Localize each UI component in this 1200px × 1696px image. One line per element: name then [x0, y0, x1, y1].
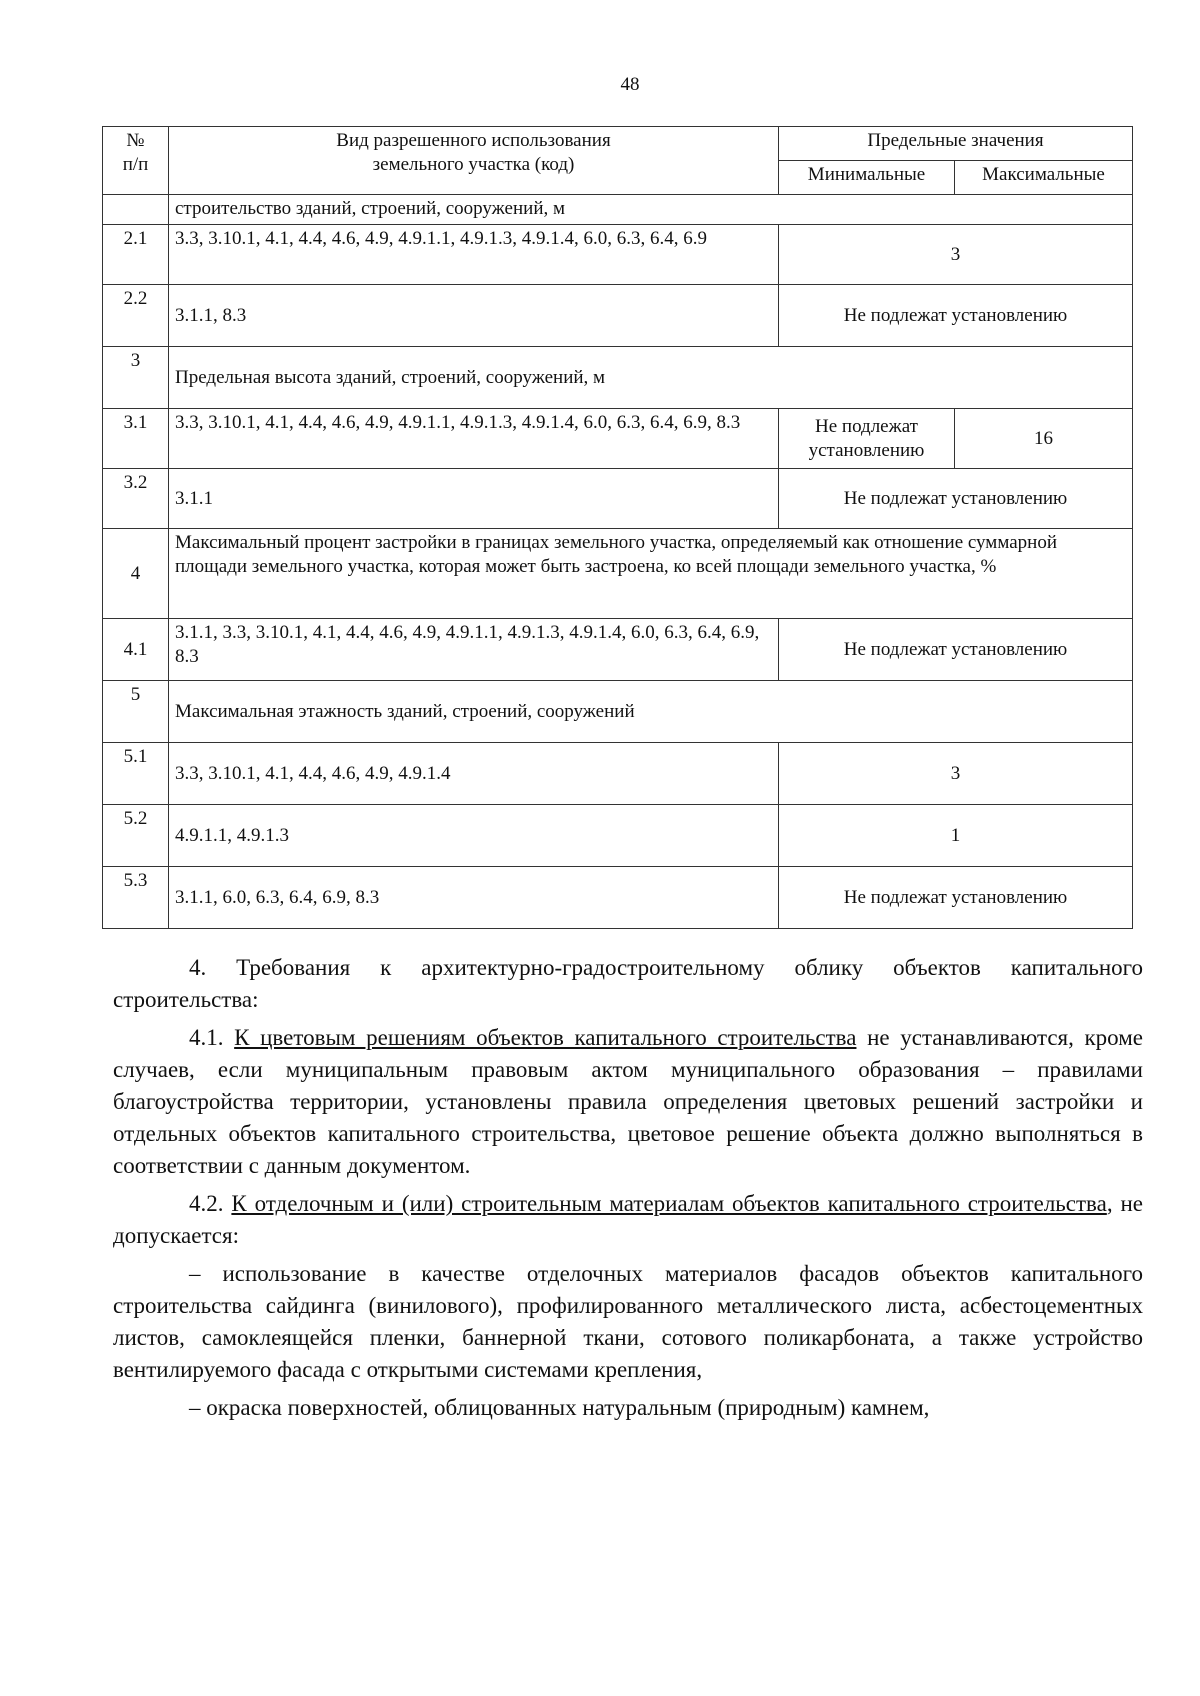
row-title: Предельная высота зданий, строений, сооружений, м — [169, 347, 1133, 409]
row-codes: 3.1.1, 8.3 — [169, 285, 779, 347]
row-min: Не подлежат установлению — [779, 409, 955, 469]
paragraph-4-2-heading: К отделочным и (или) строительным материалам объектов капитального строительства — [231, 1191, 1107, 1216]
parameters-table — [102, 126, 1133, 929]
table-row — [103, 805, 1133, 867]
paragraph-4-1 — [113, 1022, 1143, 1182]
row-codes: 3.3, 3.10.1, 4.1, 4.4, 4.6, 4.9, 4.9.1.1, 4.9.1.3, 4.9.1.4, 6.0, 6.3, 6.4, 6.9 — [169, 225, 779, 285]
header-min: Минимальные — [779, 161, 955, 195]
table-row — [103, 619, 1133, 681]
row-value: Не подлежат установлению — [779, 619, 1133, 681]
row-num: 3 — [103, 347, 169, 409]
table-row — [103, 225, 1133, 285]
row-codes: 4.9.1.1, 4.9.1.3 — [169, 805, 779, 867]
table-row — [103, 409, 1133, 469]
row-value: Не подлежат установлению — [779, 285, 1133, 347]
row-codes: 3.3, 3.10.1, 4.1, 4.4, 4.6, 4.9, 4.9.1.4 — [169, 743, 779, 805]
row-title: Максимальный процент застройки в границах земельного участка, определяемый как отношение суммарной площади земельного участка, которая может быть застроена, ко всей площади земельного участка, % — [169, 529, 1133, 619]
header-num: № п/п — [103, 127, 169, 195]
row-codes: 3.1.1, 6.0, 6.3, 6.4, 6.9, 8.3 — [169, 867, 779, 929]
page-number: 48 — [620, 74, 640, 95]
row-value: Не подлежат установлению — [779, 867, 1133, 929]
row-value: 3 — [779, 743, 1133, 805]
row-max: 16 — [955, 409, 1133, 469]
paragraph-4-2-body: , не допускается: — [113, 1191, 1143, 1248]
paragraph-4-2-number: 4.2. — [189, 1191, 224, 1216]
bullet-item: – использование в качестве отделочных материалов фасадов объектов капитального строительства сайдинга (винилового), профилированного металлического листа, асбестоцементных листов, самоклеящейся пленки, баннерной ткани, сотового поликарбоната, а также устройство вентилируемого фасада с открытыми системами крепления, — [113, 1261, 1143, 1382]
row-num: 3.1 — [103, 409, 169, 469]
paragraph-4-1-number: 4.1. — [189, 1025, 224, 1050]
header-limits: Предельные значения — [779, 127, 1133, 161]
row-num: 5.2 — [103, 805, 169, 867]
header-type: Вид разрешенного использования земельного участка (код) — [169, 127, 779, 195]
row-num: 5.3 — [103, 867, 169, 929]
paragraph-4-1-body: не устанавливаются, кроме случаев, если муниципальным правовым актом муниципального образования – правилами благоустройства территории, установлены правила определения цветовых решений застройки и отдельных объектов капитального строительства, цветовое решение объекта должно выполняться в соответствии с данным документом. — [113, 1025, 1144, 1178]
table-row — [103, 285, 1133, 347]
row-value: Не подлежат установлению — [779, 469, 1133, 529]
row-value: 3 — [779, 225, 1133, 285]
bullet-item: – окраска поверхностей, облицованных натуральным (природным) камнем, — [189, 1395, 930, 1420]
row-num: 4.1 — [103, 619, 169, 681]
row-num: 5.1 — [103, 743, 169, 805]
table-row — [103, 681, 1133, 743]
table-row — [103, 469, 1133, 529]
paragraph-4-1-heading: К цветовым решениям объектов капитального строительства — [234, 1025, 857, 1050]
table-row — [103, 743, 1133, 805]
row-codes: 3.1.1, 3.3, 3.10.1, 4.1, 4.4, 4.6, 4.9, 4.9.1.1, 4.9.1.3, 4.9.1.4, 6.0, 6.3, 6.4, 6.9, 8.3 — [169, 619, 779, 681]
row-codes: 3.1.1 — [169, 469, 779, 529]
paragraph-4: 4. Требования к архитектурно-градостроительному облику объектов капитального строительства: — [113, 955, 1143, 1012]
row-num: 4 — [103, 529, 169, 619]
table-header-row — [103, 127, 1133, 161]
header-max: Максимальные — [955, 161, 1133, 195]
row-num: 2.1 — [103, 225, 169, 285]
row-codes: 3.3, 3.10.1, 4.1, 4.4, 4.6, 4.9, 4.9.1.1, 4.9.1.3, 4.9.1.4, 6.0, 6.3, 6.4, 6.9, 8.3 — [169, 409, 779, 469]
table-row — [103, 195, 1133, 225]
continuation-label: строительство зданий, строений, сооружений, м — [169, 195, 1133, 225]
row-title: Максимальная этажность зданий, строений, сооружений — [169, 681, 1133, 743]
table-row — [103, 529, 1133, 619]
table-row — [103, 347, 1133, 409]
body-text — [113, 952, 1143, 1430]
table-row — [103, 867, 1133, 929]
row-num: 5 — [103, 681, 169, 743]
row-num: 2.2 — [103, 285, 169, 347]
paragraph-4-2 — [113, 1188, 1143, 1252]
row-num: 3.2 — [103, 469, 169, 529]
row-value: 1 — [779, 805, 1133, 867]
